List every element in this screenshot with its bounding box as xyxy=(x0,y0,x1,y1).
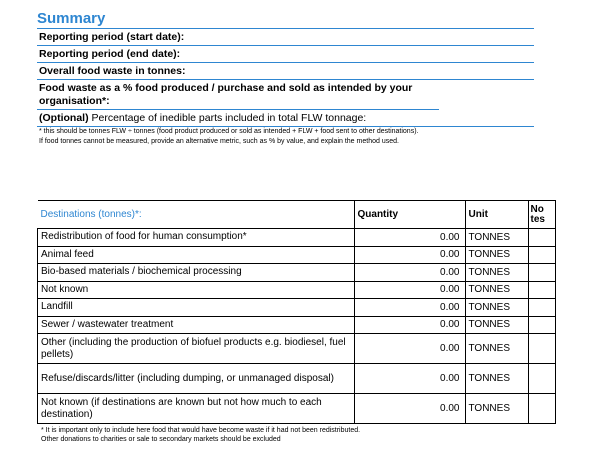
unit-cell: TONNES xyxy=(465,246,528,264)
destination-label: Other (including the production of biofuel products e.g. biodiesel, fuel pellets) xyxy=(38,334,355,364)
notes-cell[interactable] xyxy=(528,281,555,299)
unit-cell: TONNES xyxy=(465,334,528,364)
quantity-cell[interactable]: 0.00 xyxy=(354,316,465,334)
unit-header: Unit xyxy=(465,201,528,229)
quantity-cell[interactable]: 0.00 xyxy=(354,334,465,364)
unit-cell: TONNES xyxy=(465,299,528,317)
summary-footnote-2: If food tonnes cannot be measured, provide an alternative metric, such as % by value, and explain the method used. xyxy=(39,137,399,145)
destinations-table xyxy=(37,200,556,424)
unit-cell: TONNES xyxy=(465,281,528,299)
destination-row xyxy=(38,229,556,247)
destination-row xyxy=(38,364,556,394)
notes-cell[interactable] xyxy=(528,394,555,424)
start-date-label: Reporting period (start date): xyxy=(37,29,534,46)
destination-label: Animal feed xyxy=(38,246,355,264)
summary-section xyxy=(37,10,534,146)
destinations-header: Destinations (tonnes)*: xyxy=(38,201,355,229)
quantity-cell[interactable]: 0.00 xyxy=(354,364,465,394)
end-date-label: Reporting period (end date): xyxy=(37,46,534,63)
quantity-cell[interactable]: 0.00 xyxy=(354,264,465,282)
unit-cell: TONNES xyxy=(465,264,528,282)
notes-cell[interactable] xyxy=(528,229,555,247)
unit-cell: TONNES xyxy=(465,229,528,247)
destination-label: Landfill xyxy=(38,299,355,317)
destination-label: Bio-based materials / biochemical processing xyxy=(38,264,355,282)
quantity-cell[interactable]: 0.00 xyxy=(354,281,465,299)
summary-title: Summary xyxy=(37,10,534,29)
destination-row xyxy=(38,246,556,264)
destination-row xyxy=(38,281,556,299)
destination-label: Not known xyxy=(38,281,355,299)
optional-inedible-label xyxy=(37,110,534,127)
percent-waste-label: Food waste as a % food produced / purchase and sold as intended by your organisation*: xyxy=(37,80,439,110)
unit-cell: TONNES xyxy=(465,364,528,394)
unit-cell: TONNES xyxy=(465,394,528,424)
optional-marker: (Optional) xyxy=(39,112,89,124)
notes-cell[interactable] xyxy=(528,334,555,364)
optional-text: Percentage of inedible parts included in total FLW tonnage: xyxy=(88,112,367,124)
total-waste-label: Overall food waste in tonnes: xyxy=(37,63,534,80)
destination-row xyxy=(38,394,556,424)
quantity-cell[interactable]: 0.00 xyxy=(354,299,465,317)
notes-cell[interactable] xyxy=(528,364,555,394)
destination-label: Refuse/discards/litter (including dumping, or unmanaged disposal) xyxy=(38,364,355,394)
destination-row xyxy=(38,264,556,282)
notes-cell[interactable] xyxy=(528,246,555,264)
notes-cell[interactable] xyxy=(528,264,555,282)
destinations-header-row xyxy=(38,201,556,229)
notes-cell[interactable] xyxy=(528,299,555,317)
unit-cell: TONNES xyxy=(465,316,528,334)
quantity-cell[interactable]: 0.00 xyxy=(354,394,465,424)
notes-cell[interactable] xyxy=(528,316,555,334)
destination-label: Not known (if destinations are known but not how much to each destination) xyxy=(38,394,355,424)
summary-footnote-1: * this should be tonnes FLW ÷ tonnes (food product produced or sold as intended + FLW + food sent to other destinations). xyxy=(39,128,419,135)
destination-row xyxy=(38,316,556,334)
destination-row xyxy=(38,334,556,364)
destination-row xyxy=(38,299,556,317)
quantity-header: Quantity xyxy=(354,201,465,229)
destinations-body xyxy=(38,229,556,424)
destination-label: Sewer / wastewater treatment xyxy=(38,316,355,334)
quantity-cell[interactable]: 0.00 xyxy=(354,229,465,247)
notes-header: No tes xyxy=(528,201,555,229)
quantity-cell[interactable]: 0.00 xyxy=(354,246,465,264)
destination-label: Redistribution of food for human consumption* xyxy=(38,229,355,247)
destinations-footnote: * It is important only to include here food that would have become waste if it had not been redistributed. Other donations to charities or sale to secondary markets should be excluded xyxy=(41,427,361,443)
